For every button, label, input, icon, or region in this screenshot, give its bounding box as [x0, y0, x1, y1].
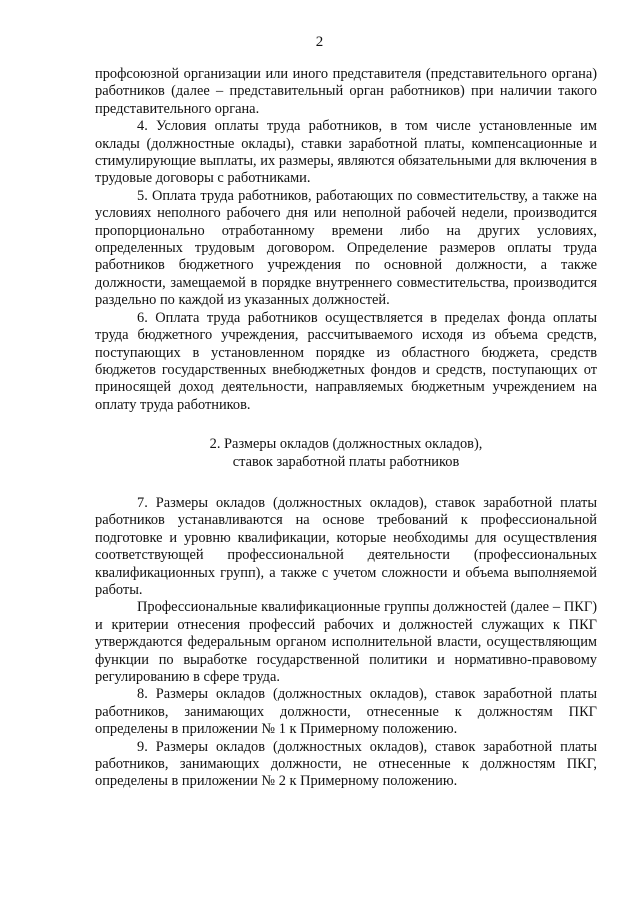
paragraph-7: 7. Размеры окладов (должностных окладов), ставок заработной платы работников устанавливаются на основе требований к профессиональной подготовке и уровню квалификации, которые необходимы для осуществления соответствующей профессиональной деятельности (профессиональных квалификационных групп), а также с учетом сложности и объема выполняемой работы.	[95, 494, 597, 598]
paragraph-8: 8. Размеры окладов (должностных окладов), ставок заработной платы работников, занимающих должности, отнесенные к должностям ПКГ определены в приложении № 1 к Примерному положению.	[95, 686, 597, 738]
paragraph-continuation: профсоюзной организации или иного представителя (представительного органа) работников (далее – представительный орган работников) при наличии такого представительного органа.	[95, 66, 597, 117]
paragraph-5: 5. Оплата труда работников, работающих по совместительству, а также на условиях неполного рабочего дня или неполной рабочей недели, производится пропорционально отработанному времени либо на других условиях, определенных трудовым договором. Определение размеров оплаты труда работников бюджетного учреждения по основной должности, а также должности, замещаемой в порядке внутреннего совместительства, производится раздельно по каждой из указанных должностей.	[95, 187, 597, 309]
paragraph-4: 4. Условия оплаты труда работников, в том числе установленные им оклады (должностные оклады), ставки заработной платы, компенсационные и стимулирующие выплаты, их размеры, являются обязательными для включения в трудовые договоры с работниками.	[95, 118, 597, 187]
section-2-heading-line-1: 2. Размеры окладов (должностных окладов),	[209, 436, 483, 453]
section-2-heading-line-2: ставок заработной платы работников	[232, 453, 460, 470]
paragraph-6: 6. Оплата труда работников осуществляется в пределах фонда оплаты труда бюджетного учреждения, рассчитываемого исходя из объема средств, поступающих в установленном порядке из областного бюджета, средств бюджетов государственных внебюджетных фондов и средств, поступающих от приносящей доход деятельности, направляемых бюджетным учреждением на оплату труда работников.	[95, 309, 597, 413]
paragraph-7-pkg: Профессиональные квалификационные группы должностей (далее – ПКГ) и критерии отнесения профессий рабочих и должностей служащих к ПКГ утверждаются федеральным органом исполнительной власти, осуществляющим функции по выработке государственной политики и нормативно-правовому регулированию в сфере труда.	[95, 599, 597, 685]
paragraph-9: 9. Размеры окладов (должностных окладов), ставок заработной платы работников, занимающих должности, не отнесенные к должностям ПКГ, определены в приложении № 2 к Примерному положению.	[95, 738, 597, 790]
document-body	[95, 66, 597, 791]
section-2-heading	[95, 436, 597, 471]
page-number: 2	[315, 34, 324, 50]
